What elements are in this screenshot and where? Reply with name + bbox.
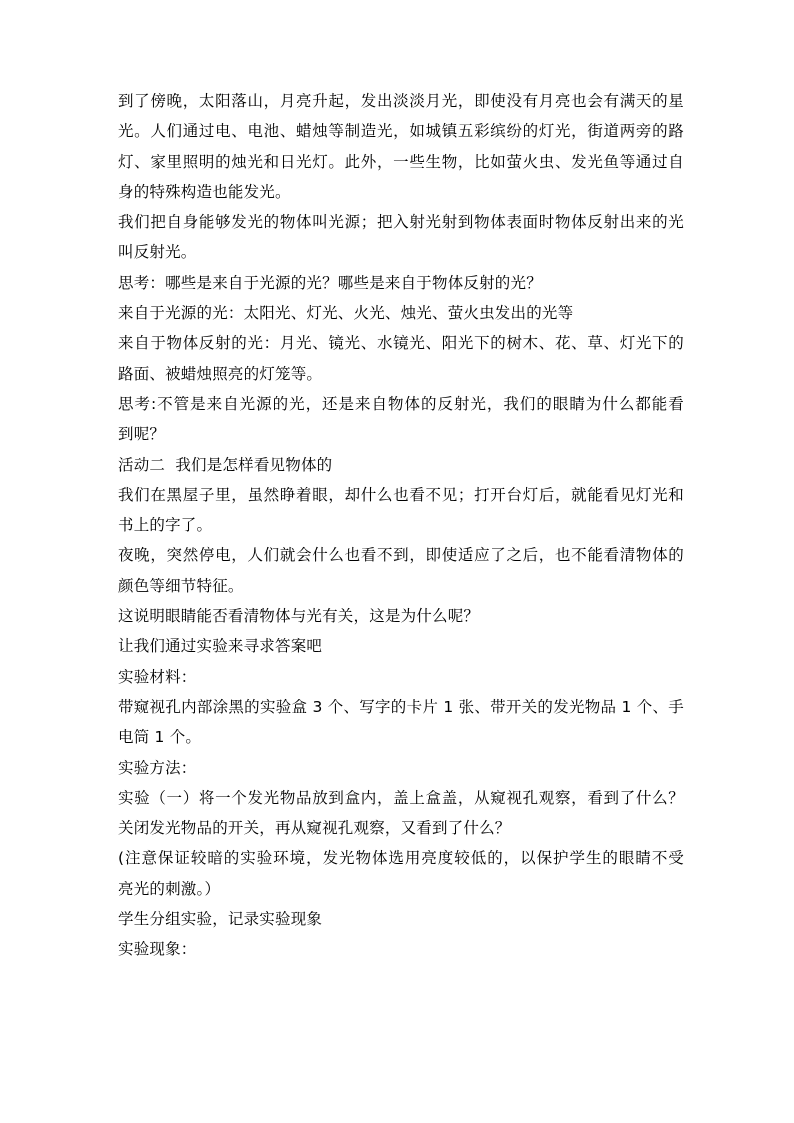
text-line: 思考:不管是来自光源的光，还是来自物体的反射光，我们的眼睛为什么都能看 [118, 394, 684, 413]
text-line: 电筒 1 个。 [118, 728, 202, 747]
text-line: 来自于物体反射的光：月光、镜光、水镜光、阳光下的树木、花、草、灯光下的 [118, 334, 684, 353]
text-line: 带窥视孔内部涂黑的实验盒 3 个、写字的卡片 1 张、带开关的发光物品 1 个、手 [118, 697, 684, 716]
text-line: 我们把自身能够发光的物体叫光源；把入射光射到物体表面时物体反射出来的光 [118, 213, 684, 232]
text-line: 实验材料： [118, 667, 197, 686]
text-line: 身的特殊构造也能发光。 [118, 182, 291, 201]
text-line: 灯、家里照明的烛光和日光灯。此外，一些生物，比如萤火虫、发光鱼等通过自 [118, 152, 684, 171]
text-line: 我们在黑屋子里，虽然睁着眼，却什么也看不见；打开台灯后，就能看见灯光和 [118, 485, 684, 504]
text-line: 叫反射光。 [118, 243, 197, 262]
text-line: (注意保证较暗的实验环境，发光物体选用亮度较低的，以保护学生的眼睛不受 [118, 849, 684, 868]
text-line: 让我们通过实验来寻求答案吧 [118, 637, 323, 656]
text-line: 到呢？ [118, 425, 166, 444]
text-line: 亮光的刺激。） [118, 879, 221, 898]
text-line: 路面、被蜡烛照亮的灯笼等。 [118, 364, 323, 383]
text-line: 颜色等细节特征。 [118, 576, 244, 595]
text-line: 来自于光源的光：太阳光、灯光、火光、烛光、萤火虫发出的光等 [118, 304, 574, 323]
section-heading: 活动二 我们是怎样看见物体的 [118, 455, 333, 474]
text-line: 书上的字了。 [118, 516, 213, 535]
text-line: 实验（一）将一个发光物品放到盒内，盖上盒盖，从窥视孔观察，看到了什么？ [118, 788, 684, 807]
text-line: 这说明眼睛能否看清物体与光有关，这是为什么呢？ [118, 607, 480, 626]
text-line: 到了傍晚，太阳落山，月亮升起，发出淡淡月光，即使没有月亮也会有满天的星 [118, 92, 684, 110]
text-line: 思考：哪些是来自于光源的光？哪些是来自于物体反射的光？ [118, 273, 542, 292]
text-line: 关闭发光物品的开关，再从窥视孔观察，又看到了什么？ [118, 819, 511, 838]
text-line: 夜晚，突然停电，人们就会什么也看不到，即使适应了之后，也不能看清物体的 [118, 546, 684, 565]
document-body [118, 86, 684, 965]
text-line: 实验现象： [118, 940, 197, 959]
text-line: 学生分组实验，记录实验现象 [118, 910, 323, 929]
text-line: 实验方法： [118, 758, 197, 777]
text-line: 光。人们通过电、电池、蜡烛等制造光，如城镇五彩缤纷的灯光，街道两旁的路 [118, 122, 684, 141]
